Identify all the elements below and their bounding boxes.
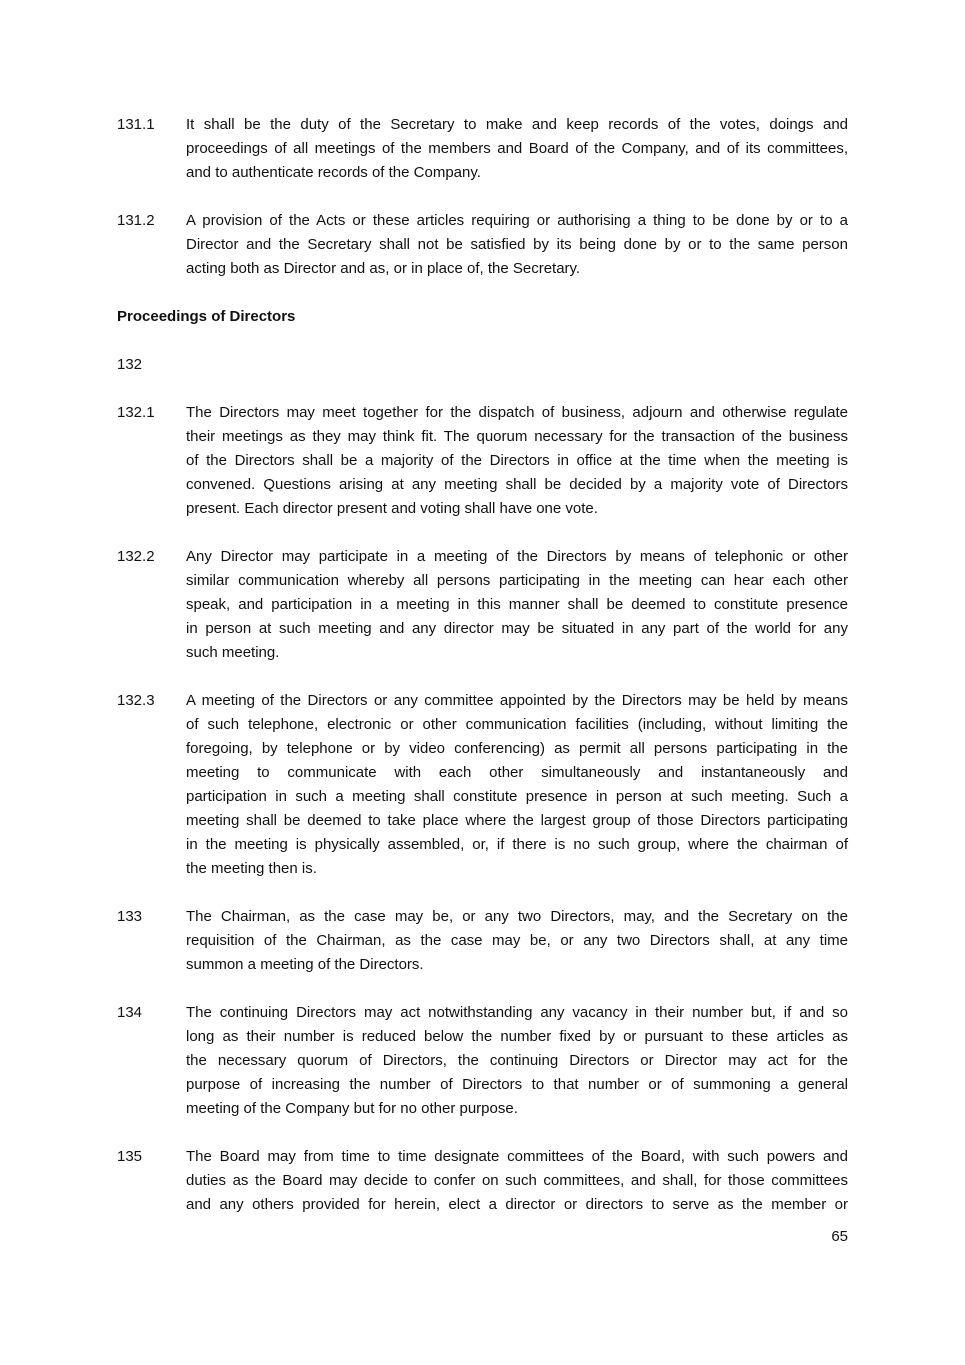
clause-text bbox=[186, 113, 848, 185]
section-heading: Proceedings of Directors bbox=[117, 308, 296, 325]
text-line: long as their number is reduced below the number fixed by or pursuant to these articles as bbox=[186, 1028, 848, 1045]
clause-text bbox=[186, 1001, 848, 1121]
text-line: summon a meeting of the Directors. bbox=[186, 956, 424, 973]
text-line: The continuing Directors may act notwithstanding any vacancy in their number but, if and so bbox=[186, 1004, 848, 1021]
clause-number: 133 bbox=[117, 908, 143, 925]
clause bbox=[117, 689, 848, 881]
text-line: and to authenticate records of the Company. bbox=[186, 164, 481, 181]
clause-number: 134 bbox=[117, 1004, 143, 1021]
clause bbox=[117, 1001, 848, 1121]
clause-text bbox=[186, 689, 848, 881]
text-line: purpose of increasing the number of Directors to that number or of summoning a general bbox=[186, 1076, 848, 1093]
text-line: A provision of the Acts or these articles requiring or authorising a thing to be done by or to a bbox=[186, 212, 848, 229]
text-line: foregoing, by telephone or by video conferencing) as permit all persons participating in the bbox=[186, 740, 848, 757]
clause bbox=[117, 113, 848, 185]
text-line: It shall be the duty of the Secretary to make and keep records of the votes, doings and bbox=[186, 116, 848, 133]
text-line: such meeting. bbox=[186, 644, 280, 661]
text-line: The Directors may meet together for the dispatch of business, adjourn and otherwise regulate bbox=[186, 404, 848, 421]
clause-number: 132 bbox=[117, 356, 143, 373]
text-line: The Board may from time to time designate committees of the Board, with such powers and bbox=[186, 1148, 848, 1165]
clause bbox=[117, 401, 848, 521]
document-body bbox=[117, 113, 848, 1241]
clause bbox=[117, 209, 848, 281]
text-line: The Chairman, as the case may be, or any two Directors, may, and the Secretary on the bbox=[186, 908, 848, 925]
text-line: convened. Questions arising at any meeting shall be decided by a majority vote of Directors bbox=[186, 476, 848, 493]
text-line: meeting to communicate with each other simultaneously and instantaneously and bbox=[186, 764, 848, 781]
clause-number: 131.2 bbox=[117, 212, 155, 229]
clause-number: 135 bbox=[117, 1148, 143, 1165]
clause-number: 132.1 bbox=[117, 404, 155, 421]
page-number: 65 bbox=[831, 1228, 848, 1245]
text-line: acting both as Director and as, or in place of, the Secretary. bbox=[186, 260, 581, 277]
clause-number: 132.3 bbox=[117, 692, 155, 709]
text-line: the meeting then is. bbox=[186, 860, 317, 877]
text-line: proceedings of all meetings of the members and Board of the Company, and of its committees, bbox=[186, 140, 848, 157]
clause bbox=[117, 905, 848, 977]
clause bbox=[117, 545, 848, 665]
text-line: of the Directors shall be a majority of the Directors in office at the time when the meeting is bbox=[186, 452, 848, 469]
text-line: in person at such meeting and any director may be situated in any part of the world for any bbox=[186, 620, 848, 637]
clause-text bbox=[186, 209, 848, 281]
text-line: requisition of the Chairman, as the case may be, or any two Directors shall, at any time bbox=[186, 932, 848, 949]
text-line: in the meeting is physically assembled, or, if there is no such group, where the chairman of bbox=[186, 836, 848, 853]
text-line: speak, and participation in a meeting in this manner shall be deemed to constitute presence bbox=[186, 596, 848, 613]
clause-text bbox=[186, 545, 848, 665]
text-line: and any others provided for herein, elect a director or directors to serve as the member or bbox=[186, 1196, 848, 1213]
text-line: meeting of the Company but for no other purpose. bbox=[186, 1100, 518, 1117]
text-line: Any Director may participate in a meeting of the Directors by means of telephonic or other bbox=[186, 548, 848, 565]
clause-number: 132.2 bbox=[117, 548, 155, 565]
clause-text bbox=[186, 401, 848, 521]
text-line: Director and the Secretary shall not be satisfied by its being done by or to the same person bbox=[186, 236, 848, 253]
text-line: participation in such a meeting shall constitute presence in person at such meeting. Such a bbox=[186, 788, 848, 805]
clause-text bbox=[186, 1145, 848, 1217]
text-line: their meetings as they may think fit. The quorum necessary for the transaction of the business bbox=[186, 428, 848, 445]
text-line: the necessary quorum of Directors, the continuing Directors or Director may act for the bbox=[186, 1052, 848, 1069]
text-line: similar communication whereby all persons participating in the meeting can hear each other bbox=[186, 572, 848, 589]
clause bbox=[117, 1145, 848, 1217]
text-line: present. Each director present and voting shall have one vote. bbox=[186, 500, 598, 517]
text-line: A meeting of the Directors or any committee appointed by the Directors may be held by means bbox=[186, 692, 848, 709]
text-line: meeting shall be deemed to take place where the largest group of those Directors participating bbox=[186, 812, 848, 829]
clause-text bbox=[186, 905, 848, 977]
text-line: duties as the Board may decide to confer on such committees, and shall, for those committees bbox=[186, 1172, 848, 1189]
clause-number: 131.1 bbox=[117, 116, 155, 133]
text-line: of such telephone, electronic or other communication facilities (including, without limiting the bbox=[186, 716, 848, 733]
